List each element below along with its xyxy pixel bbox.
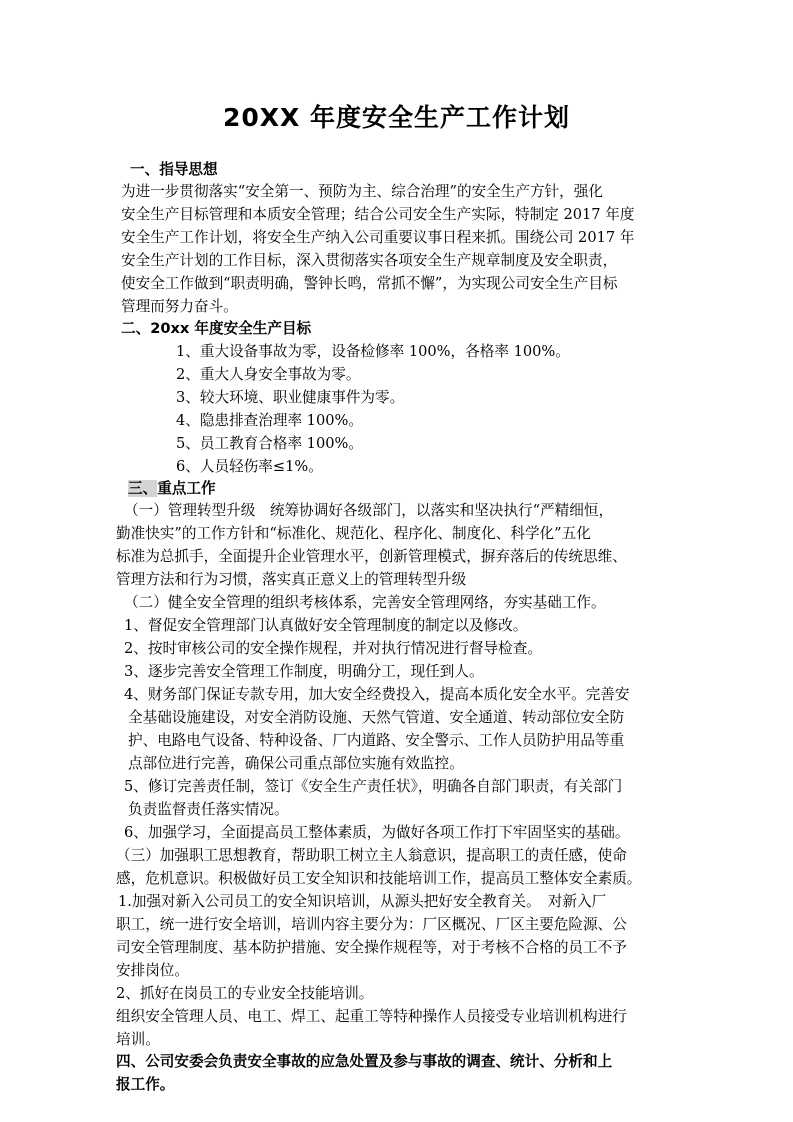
section-3-line: 3、逐步完善安全管理工作制度，明确分工，现任到人。 (124, 663, 484, 680)
section-3-line: 标准为总抓手，全面提升企业管理水平，创新管理模式，摒弃落后的传统思维、 (116, 548, 627, 565)
section-3-line: 培训。 (116, 1031, 160, 1048)
goal-item: 5、员工教育合格率 100%。 (176, 435, 363, 452)
section-1-line: 安全生产工作计划，将安全生产纳入公司重要议事日程来抓。围绕公司 2017 年 (121, 229, 635, 246)
section-1-line: 使安全工作做到“职责明确，警钟长鸣，常抓不懈”，为实现公司安全生产目标 (121, 275, 618, 292)
section-2-heading: 二、20xx 年度安全生产目标 (121, 320, 312, 337)
section-3-line: 感，危机意识。积极做好员工安全知识和技能培训工作，提高员工整体安全素质。 (116, 870, 642, 887)
page-title: 20XX 年度安全生产工作计划 (222, 103, 571, 132)
section-3-line: 安排岗位。 (116, 962, 189, 979)
section-3-line: 职工，统一进行安全培训，培训内容主要分为：厂区概况、厂区主要危险源、公 (116, 916, 627, 933)
section-1-heading: 一、指导思想 (130, 161, 218, 178)
section-3-heading (128, 478, 216, 500)
section-3-line: 1、督促安全管理部门认真做好安全管理制度的制定以及修改。 (124, 617, 528, 634)
goal-item: 1、重大设备事故为零，设备检修率 100%，各格率 100%。 (176, 343, 570, 360)
goal-item: 4、隐患排查治理率 100%。 (176, 412, 363, 429)
section-4-heading-line: 四、公司安委会负责安全事故的应急处置及参与事故的调查、统计、分析和上 (116, 1053, 613, 1070)
section-3-line: 管理方法和行为习惯，落实真正意义上的管理转型升级 (116, 571, 467, 588)
section-3-line: 点部位进行完善，确保公司重点部位实施有效监控。 (128, 755, 464, 772)
section-3-line: 负责监督责任落实情况。 (128, 801, 289, 818)
section-1-line: 安全生产计划的工作目标，深入贯彻落实各项安全生产规章制度及安全职责， (121, 252, 618, 269)
goal-item: 6、人员轻伤率≤1%。 (176, 458, 323, 475)
goal-item: 3、较大环境、职业健康事件为零。 (176, 389, 405, 406)
section-3-line: 组织安全管理人员、电工、焊工、起重工等特种操作人员接受专业培训机构进行 (116, 1008, 627, 1025)
section-3-line: （二）健全安全管理的组织考核体系，完善安全管理网络，夯实基础工作。 (124, 594, 606, 611)
section-3-line: 护、电路电气设备、特种设备、厂内道路、安全警示、工作人员防护用品等重 (128, 732, 625, 749)
section-3-line: 5、修订完善责任制，签订《安全生产责任状》，明确各自部门职责，有关部门 (124, 778, 623, 795)
section-1-line: 管理而努力奋斗。 (121, 298, 238, 315)
section-3-line: 4、财务部门保证专款专用，加大安全经费投入，提高本质化安全水平。完善安 (124, 686, 630, 703)
goal-item: 2、重大人身安全事故为零。 (176, 366, 361, 383)
highlighted-heading-prefix: 三、 (128, 480, 158, 497)
section-3-line: 全基础设施建设，对安全消防设施、天然气管道、安全通道、转动部位安全防 (128, 709, 625, 726)
section-3-line: 6、加强学习，全面提高员工整体素质，为做好各项工作打下牢固坚实的基础。 (124, 824, 630, 841)
section-1-line: 为进一步贯彻落实“安全第一、预防为主、综合治理”的安全生产方针，强化 (121, 183, 603, 200)
section-4-heading-line: 报工作。 (116, 1076, 175, 1093)
section-3-line: （一）管理转型升级 统筹协调好各级部门，以落实和坚决执行“严精细恒， (124, 502, 614, 519)
section-3-line: 勤准快实”的工作方针和“标准化、规范化、程序化、制度化、科学化”五化 (116, 525, 591, 542)
section-1-line: 安全生产目标管理和本质安全管理；结合公司安全生产实际，特制定 2017 年度 (121, 206, 635, 223)
section-3-heading-text: 重点工作 (157, 480, 216, 497)
section-3-line: 司安全管理制度、基本防护措施、安全操作规程等，对于考核不合格的员工不予 (116, 939, 627, 956)
section-3-line: 2、抓好在岗员工的专业安全技能培训。 (116, 985, 374, 1002)
section-3-line: （三）加强职工思想教育，帮助职工树立主人翁意识，提高职工的责任感，使命 (116, 847, 627, 864)
section-3-line: 2、按时审核公司的安全操作规程，并对执行情况进行督导检查。 (124, 640, 542, 657)
section-3-line: 1.加强对新入公司员工的安全知识培训，从源头把好安全教育关。 对新入厂 (118, 893, 607, 910)
